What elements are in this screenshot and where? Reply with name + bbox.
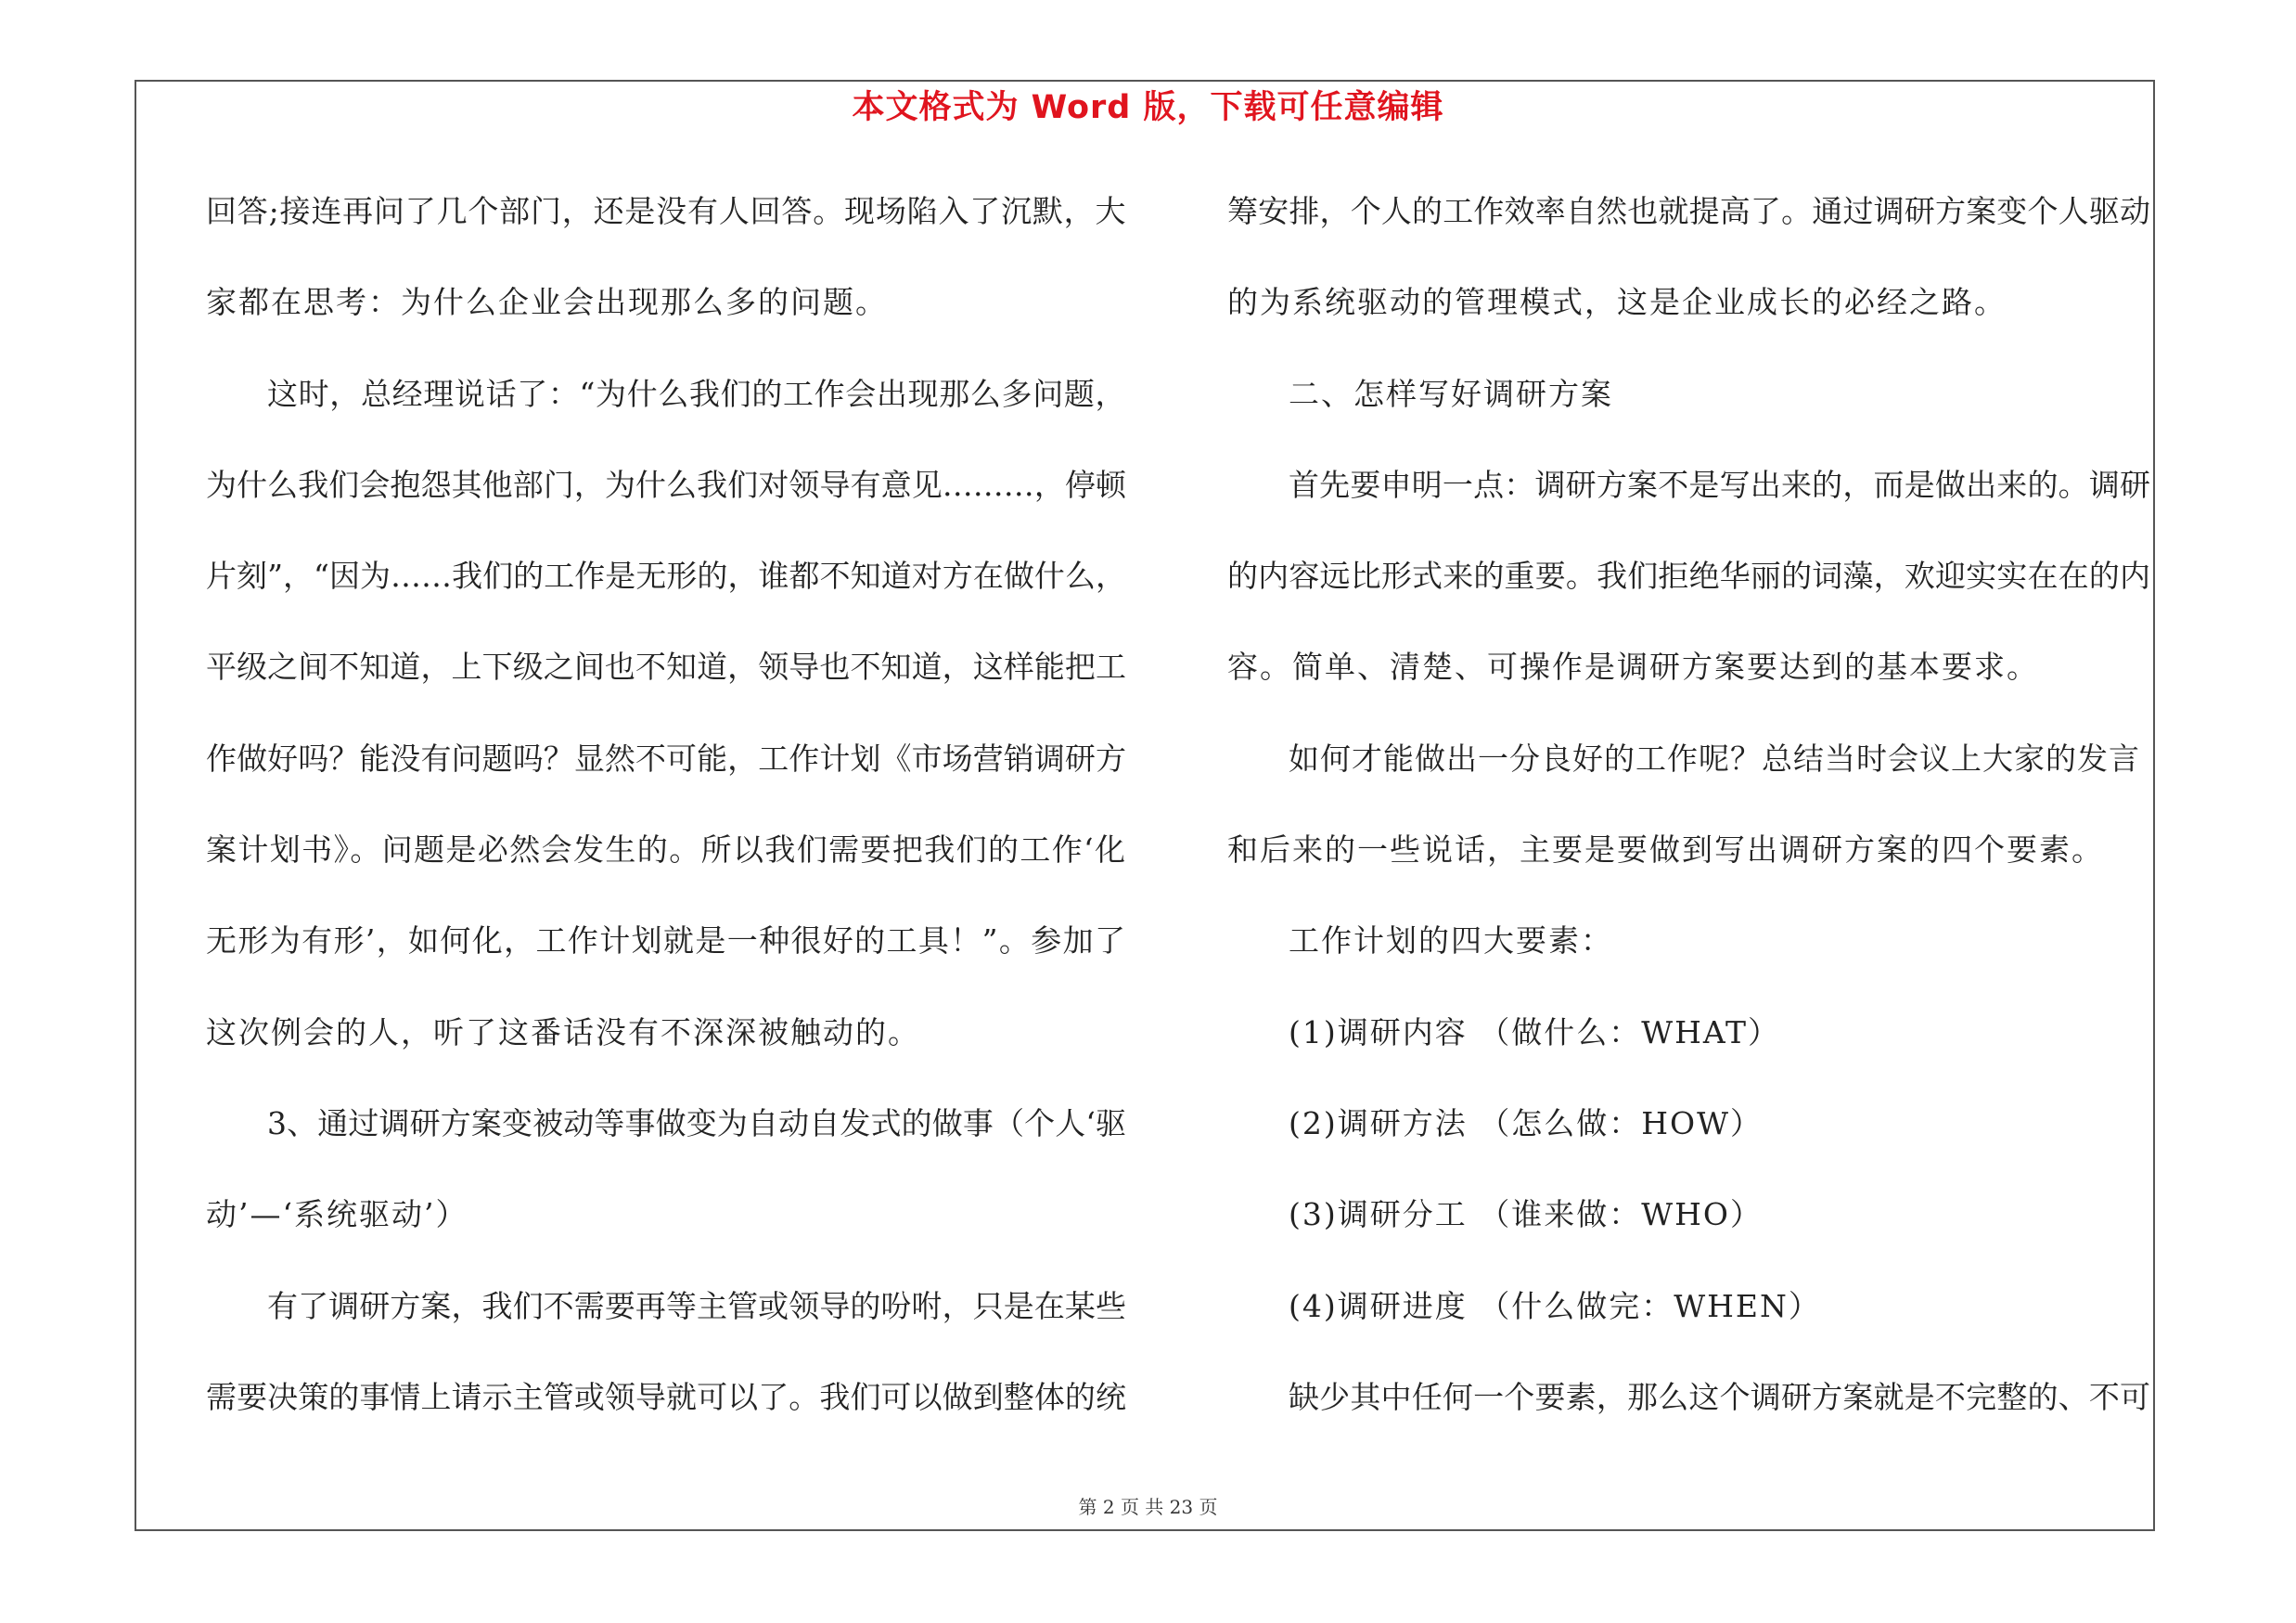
text-line: 为什么我们会抱怨其他部门，为什么我们对领导有意见………，停顿 [206, 466, 1126, 503]
text-line: 和后来的一些说话，主要是要做到写出调研方案的四个要素。 [1227, 831, 2104, 869]
text-line: 无形为有形’，如何化，工作计划就是一种很好的工具！”。参加了 [206, 922, 1126, 960]
text-line: 案计划书》。问题是必然会发生的。所以我们需要把我们的工作‘化 [206, 831, 1126, 869]
text-line: 筹安排，个人的工作效率自然也就提高了。通过调研方案变个人驱动 [1227, 193, 2150, 229]
section-heading: 二、怎样写好调研方案 [1289, 375, 1613, 412]
text-line: 缺少其中任何一个要素，那么这个调研方案就是不完整的、不可 [1289, 1378, 2150, 1415]
text-line: 家都在思考：为什么企业会出现那么多的问题。 [206, 284, 888, 321]
word-format-banner: 本文格式为 Word 版，下载可任意编辑 [852, 89, 1444, 126]
text-line: 动’—‘系统驱动’） [206, 1196, 468, 1233]
text-line: 工作计划的四大要素： [1289, 922, 1613, 960]
text-line: 有了调研方案，我们不需要再等主管或领导的吩咐，只是在某些 [267, 1287, 1126, 1324]
text-line: 容。简单、清楚、可操作是调研方案要达到的基本要求。 [1227, 649, 2039, 686]
list-item: (3)调研分工 （谁来做：WHO） [1289, 1196, 1763, 1233]
list-item: (1)调研内容 （做什么：WHAT） [1289, 1013, 1780, 1050]
right-text-column [1227, 182, 2150, 1459]
text-line: 片刻”，“因为……我们的工作是无形的，谁都不知道对方在做什么， [206, 558, 1126, 595]
list-item: (2)调研方法 （怎么做：HOW） [1289, 1104, 1763, 1141]
text-line: 这时，总经理说话了：“为什么我们的工作会出现那么多问题， [267, 375, 1126, 412]
text-line: 作做好吗？能没有问题吗？显然不可能，工作计划《市场营销调研方 [206, 740, 1126, 777]
list-item: (4)调研进度 （什么做完：WHEN） [1289, 1287, 1821, 1324]
text-line: 如何才能做出一分良好的工作呢？总结当时会议上大家的发言 [1289, 740, 2140, 777]
text-line: 的为系统驱动的管理模式，这是企业成长的必经之路。 [1227, 284, 2007, 321]
text-line: 的内容远比形式来的重要。我们拒绝华丽的词藻，欢迎实实在在的内 [1227, 558, 2150, 595]
text-line: 需要决策的事情上请示主管或领导就可以了。我们可以做到整体的统 [206, 1378, 1126, 1415]
page-number-footer: 第 2 页 共 23 页 [1078, 1496, 1218, 1518]
text-line: 首先要申明一点：调研方案不是写出来的，而是做出来的。调研 [1289, 466, 2150, 503]
left-text-column [206, 182, 1126, 1459]
text-line: 回答;接连再问了几个部门，还是没有人回答。现场陷入了沉默，大 [206, 193, 1126, 229]
text-line: 3、通过调研方案变被动等事做变为自动自发式的做事（个人‘驱 [267, 1104, 1126, 1141]
text-line: 平级之间不知道，上下级之间也不知道，领导也不知道，这样能把工 [206, 649, 1126, 686]
text-line: 这次例会的人，听了这番话没有不深深被触动的。 [206, 1013, 920, 1050]
